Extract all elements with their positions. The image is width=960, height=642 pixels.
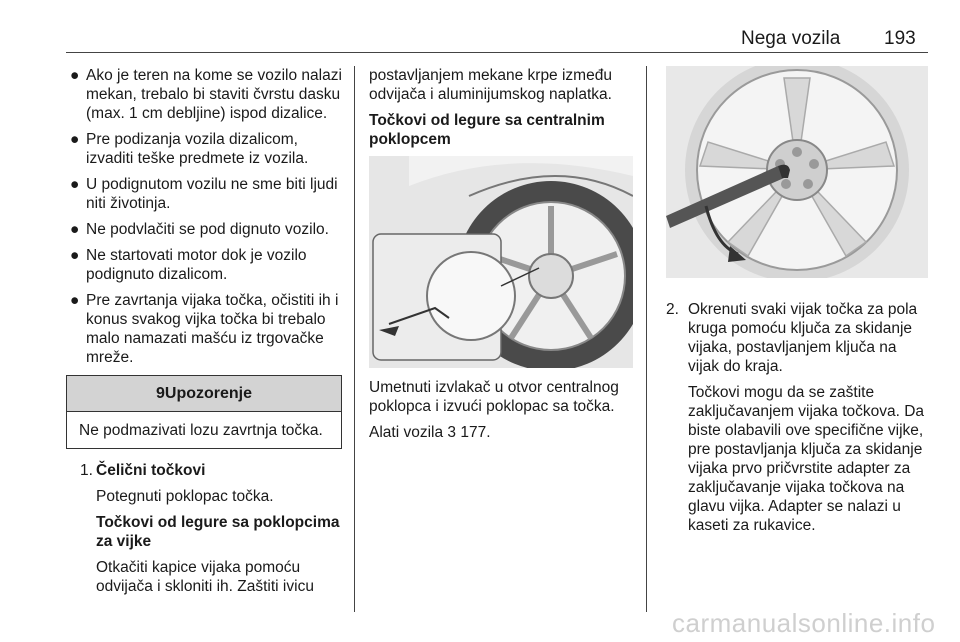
figure-caption: Umetnuti izvlakač u otvor centralnog poklopca i izvući poklopac sa točka. bbox=[369, 379, 619, 415]
warning-box bbox=[66, 375, 342, 449]
continued-text: postavljanjem mekane krpe između odvijača i aluminijumskog naplatka. bbox=[369, 67, 612, 103]
list-item: ● U podignutom vozilu ne sme biti ljudi niti životinja. bbox=[70, 176, 338, 212]
step-subtext: Otkačiti kapice vijaka pomoću odvijača i skloniti ih. Zaštiti ivicu bbox=[96, 559, 314, 595]
list-item: ● Ne startovati motor dok je vozilo podignuto dizalicom. bbox=[70, 247, 307, 283]
warning-text: Ne podmazivati lozu zavrtnja točka. bbox=[79, 422, 323, 439]
list-item: ● Pre podizanja vozila dizalicom, izvaditi teške predmete iz vozila. bbox=[70, 131, 309, 167]
column-3 bbox=[666, 66, 928, 542]
list-item: ● Pre zavrtanja vijaka točka, očistiti ih i konus svakog vijka točka bi trebalo malo namazati mašću iz trgovačke mreže. bbox=[70, 292, 339, 366]
column-2 bbox=[369, 66, 633, 449]
step-note: Točkovi mogu da se zaštite zaključavanjem vijaka točkova. Da biste olabavili ove specifične vijke, pre postavljanja ključa za skidanje vijaka prvo pričvrstite adapter za zaključavanje vijaka točkova na glavu vijka. Adapter se nalazi u kaseti za rukavice. bbox=[688, 384, 925, 534]
section-heading: Točkovi od legure sa centralnim poklopcem bbox=[369, 112, 605, 148]
warning-icon: 9 bbox=[155, 385, 165, 402]
column-divider bbox=[354, 66, 355, 612]
safety-bullet-list bbox=[66, 66, 342, 367]
step-1 bbox=[66, 461, 342, 596]
step-subheading: Točkovi od legure sa poklopcima za vijke bbox=[96, 514, 340, 550]
step-number: 1. bbox=[80, 462, 93, 479]
list-item: ● Ne podvlačiti se pod dignuto vozilo. bbox=[70, 221, 329, 238]
step-2 bbox=[666, 300, 928, 535]
page-header-title: Nega vozila bbox=[741, 28, 841, 49]
step-text: Okrenuti svaki vijak točka za pola kruga pomoću ključa za skidanje vijaka, postavljanjem ključa na vijak do kraja. bbox=[688, 301, 918, 375]
step-text: Potegnuti poklopac točka. bbox=[96, 488, 274, 505]
page-ref-icon: 3 bbox=[447, 424, 457, 441]
header-rule bbox=[66, 52, 928, 53]
step-heading: Čelični točkovi bbox=[96, 462, 206, 479]
column-divider bbox=[646, 66, 647, 612]
warning-title: Upozorenje bbox=[164, 385, 253, 402]
cross-reference: Alati vozila 3 177. bbox=[369, 424, 491, 441]
step-number: 2. bbox=[666, 301, 679, 318]
wheel-bolt-figure bbox=[666, 66, 928, 278]
column-1 bbox=[66, 66, 342, 603]
list-item: ● Ako je teren na kome se vozilo nalazi mekan, trebalo bi staviti čvrstu dasku (max. 1 cm debljine) ispod dizalice. bbox=[70, 67, 342, 122]
watermark: carmanualsonline.info bbox=[672, 608, 936, 638]
warning-header bbox=[67, 376, 341, 412]
hubcap-removal-figure bbox=[369, 156, 633, 368]
page-number: 193 bbox=[884, 28, 916, 49]
